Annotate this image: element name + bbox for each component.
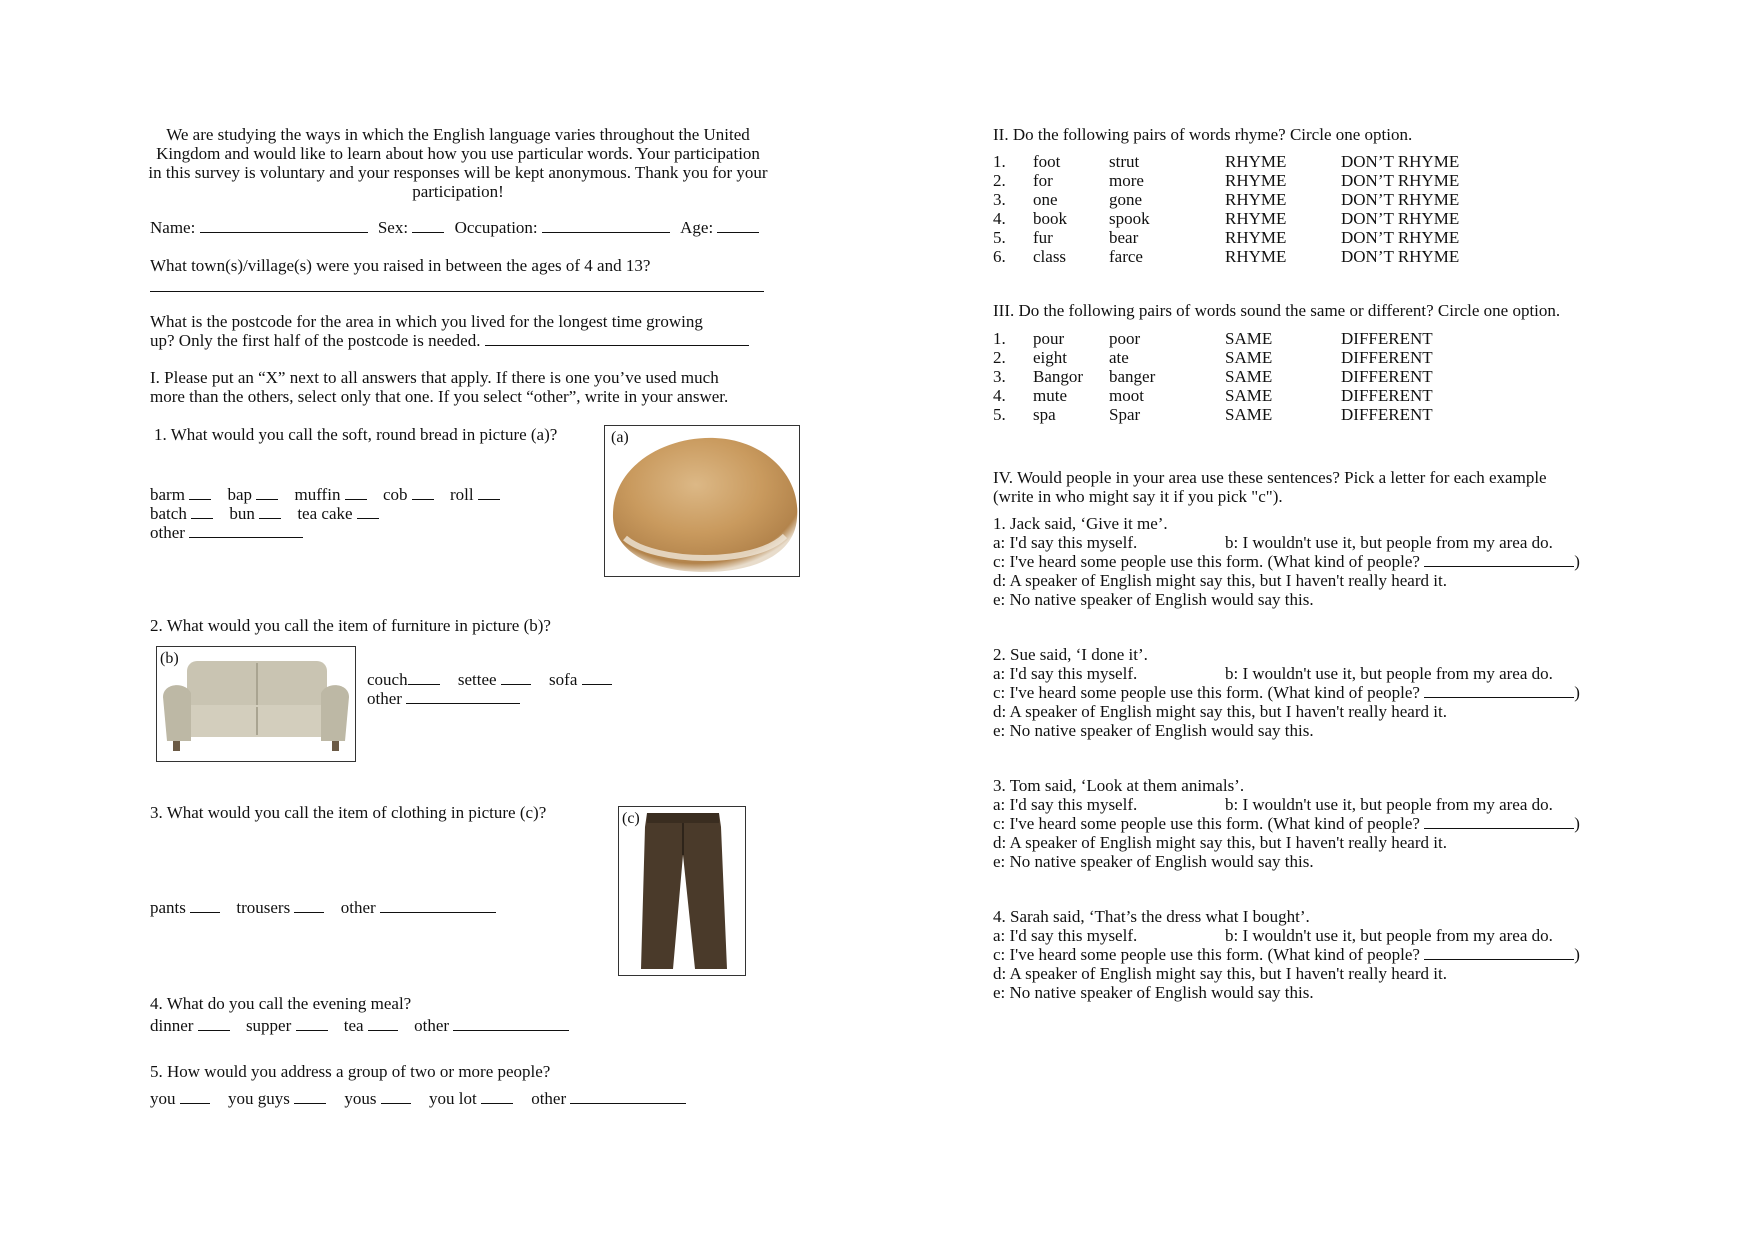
section4-instructions-line2: (write in who might say it if you pick "c"). bbox=[993, 487, 1283, 506]
word-a: Bangor bbox=[1033, 367, 1084, 386]
rhyme-option[interactable]: RHYME bbox=[1225, 171, 1287, 190]
trousers-image bbox=[619, 807, 745, 975]
table-row bbox=[993, 367, 1433, 386]
word-a: pour bbox=[1033, 329, 1065, 348]
q1-options-row2 bbox=[150, 504, 379, 523]
q1-other-field[interactable] bbox=[189, 523, 303, 538]
intro-paragraph: We are studying the ways in which the English language varies throughout the United Kingdom and would like to learn about how you use particular words. Your participation in this survey is voluntary and your responses will be kept anonymous. Thank you for your participation! bbox=[148, 125, 768, 201]
same-option[interactable]: SAME bbox=[1225, 367, 1273, 386]
sofa-image bbox=[157, 647, 355, 761]
muffin-checkbox[interactable] bbox=[345, 485, 367, 500]
choice-b[interactable]: b: I wouldn't use it, but people from my area do. bbox=[1225, 664, 1553, 683]
word-b: strut bbox=[1109, 152, 1140, 171]
you-lot-checkbox[interactable] bbox=[481, 1089, 513, 1104]
option-roll: roll bbox=[450, 485, 474, 504]
option-you-guys: you guys bbox=[228, 1089, 290, 1108]
choice-c-row bbox=[993, 683, 1580, 702]
q3-other-field[interactable] bbox=[380, 898, 496, 913]
row-number: 6. bbox=[993, 247, 1006, 266]
row-number: 3. bbox=[993, 190, 1006, 209]
word-b: poor bbox=[1109, 329, 1141, 348]
option-trousers: trousers bbox=[236, 898, 291, 917]
word-a: fur bbox=[1033, 228, 1053, 247]
choice-c-close: ) bbox=[1574, 945, 1580, 964]
choices-ab bbox=[993, 533, 1580, 552]
sentence-item-3 bbox=[993, 776, 1580, 871]
tea-cake-checkbox[interactable] bbox=[357, 504, 379, 519]
q5-options bbox=[150, 1089, 686, 1108]
choice-c[interactable]: c: I've heard some people use this form. (What kind of people? bbox=[993, 683, 1420, 702]
q1-options-row3 bbox=[150, 523, 303, 542]
barm-checkbox[interactable] bbox=[189, 485, 211, 500]
table-row bbox=[993, 247, 1459, 266]
sentence-prompt: 1. Jack said, ‘Give it me’. bbox=[993, 514, 1168, 533]
name-label: Name: bbox=[150, 218, 196, 237]
choice-c[interactable]: c: I've heard some people use this form. (What kind of people? bbox=[993, 945, 1420, 964]
bread-roll-image bbox=[605, 426, 799, 576]
same-option[interactable]: SAME bbox=[1225, 329, 1273, 348]
choice-c-close: ) bbox=[1574, 814, 1580, 833]
choice-d[interactable]: d: A speaker of English might say this, but I haven't really heard it. bbox=[993, 964, 1447, 983]
dont-rhyme-option[interactable]: DON’T RHYME bbox=[1341, 228, 1460, 247]
row-number: 2. bbox=[993, 171, 1006, 190]
rhyme-option[interactable]: RHYME bbox=[1225, 247, 1287, 266]
choice-c-row bbox=[993, 945, 1580, 964]
town-question: What town(s)/village(s) were you raised in between the ages of 4 and 13? bbox=[150, 256, 651, 275]
sex-label: Sex: bbox=[377, 218, 409, 237]
table-row bbox=[993, 209, 1459, 228]
sentence-item-4 bbox=[993, 907, 1580, 1002]
table-row bbox=[993, 405, 1433, 424]
option-settee: settee bbox=[457, 670, 497, 689]
q5-other-field[interactable] bbox=[570, 1089, 686, 1104]
choice-c-close: ) bbox=[1574, 683, 1580, 702]
choice-e[interactable]: e: No native speaker of English would say this. bbox=[993, 983, 1314, 1002]
dinner-checkbox[interactable] bbox=[198, 1016, 230, 1031]
option-couch: couch bbox=[367, 670, 408, 689]
sofa-picture bbox=[156, 646, 356, 762]
choice-b[interactable]: b: I wouldn't use it, but people from my area do. bbox=[1225, 926, 1553, 945]
sentence-prompt: 2. Sue said, ‘I done it’. bbox=[993, 645, 1148, 664]
choice-a[interactable]: a: I'd say this myself. bbox=[993, 664, 1138, 683]
choice-a[interactable]: a: I'd say this myself. bbox=[993, 533, 1138, 552]
section3-title: III. Do the following pairs of words sound the same or different? Circle one option. bbox=[993, 301, 1561, 320]
option-tea-cake: tea cake bbox=[297, 504, 353, 523]
choice-e[interactable]: e: No native speaker of English would say this. bbox=[993, 852, 1314, 871]
dont-rhyme-option[interactable]: DON’T RHYME bbox=[1341, 247, 1460, 266]
section1-instructions-line1: I. Please put an “X” next to all answers that apply. If there is one you’ve used much bbox=[150, 368, 719, 387]
q3-question: 3. What would you call the item of clothing in picture (c)? bbox=[150, 803, 547, 822]
postcode-question-line2 bbox=[150, 331, 749, 350]
option-dinner: dinner bbox=[150, 1016, 194, 1035]
picture-b-label: (b) bbox=[160, 650, 179, 667]
picture-a-label: (a) bbox=[611, 429, 629, 446]
cob-checkbox[interactable] bbox=[412, 485, 434, 500]
bun-checkbox[interactable] bbox=[259, 504, 281, 519]
occupation-field[interactable] bbox=[542, 218, 670, 233]
rhyme-option[interactable]: RHYME bbox=[1225, 152, 1287, 171]
option-you-lot: you lot bbox=[429, 1089, 477, 1108]
occupation-label: Occupation: bbox=[454, 218, 538, 237]
option-sofa: sofa bbox=[549, 670, 578, 689]
couch-checkbox[interactable] bbox=[408, 670, 440, 685]
section4-instructions-line1: IV. Would people in your area use these sentences? Pick a letter for each example bbox=[993, 468, 1547, 487]
people-field[interactable] bbox=[1424, 552, 1574, 567]
q5-question: 5. How would you address a group of two or more people? bbox=[150, 1062, 551, 1081]
sentence-item-1 bbox=[993, 514, 1580, 609]
q4-options bbox=[150, 1016, 569, 1035]
choice-d[interactable]: d: A speaker of English might say this, but I haven't really heard it. bbox=[993, 702, 1447, 721]
rhyme-option[interactable]: RHYME bbox=[1225, 209, 1287, 228]
batch-checkbox[interactable] bbox=[191, 504, 213, 519]
dont-rhyme-option[interactable]: DON’T RHYME bbox=[1341, 190, 1460, 209]
personal-details-row bbox=[150, 218, 759, 237]
row-number: 2. bbox=[993, 348, 1006, 367]
choice-a[interactable]: a: I'd say this myself. bbox=[993, 795, 1138, 814]
trousers-checkbox[interactable] bbox=[294, 898, 324, 913]
sentence-prompt: 4. Sarah said, ‘That’s the dress what I bought’. bbox=[993, 907, 1310, 926]
word-a: for bbox=[1033, 171, 1053, 190]
word-b: gone bbox=[1109, 190, 1143, 209]
different-option[interactable]: DIFFERENT bbox=[1341, 405, 1433, 424]
choice-a[interactable]: a: I'd say this myself. bbox=[993, 926, 1138, 945]
different-option[interactable]: DIFFERENT bbox=[1341, 329, 1433, 348]
choice-b[interactable]: b: I wouldn't use it, but people from my area do. bbox=[1225, 795, 1553, 814]
pants-checkbox[interactable] bbox=[190, 898, 220, 913]
word-b: moot bbox=[1109, 386, 1144, 405]
choice-c-row bbox=[993, 814, 1580, 833]
section1-instructions-line2: more than the others, select only that one. If you select “other”, write in your answer. bbox=[150, 387, 729, 406]
different-option[interactable]: DIFFERENT bbox=[1341, 386, 1433, 405]
you-checkbox[interactable] bbox=[180, 1089, 210, 1104]
same-different-table bbox=[993, 329, 1433, 424]
dont-rhyme-option[interactable]: DON’T RHYME bbox=[1341, 152, 1460, 171]
option-other: other bbox=[340, 898, 376, 917]
q2-other-field[interactable] bbox=[406, 689, 520, 704]
settee-checkbox[interactable] bbox=[501, 670, 531, 685]
choice-c[interactable]: c: I've heard some people use this form. (What kind of people? bbox=[993, 814, 1420, 833]
q2-question: 2. What would you call the item of furniture in picture (b)? bbox=[150, 616, 551, 635]
dont-rhyme-option[interactable]: DON’T RHYME bbox=[1341, 171, 1460, 190]
word-a: foot bbox=[1033, 152, 1061, 171]
row-number: 1. bbox=[993, 329, 1006, 348]
different-option[interactable]: DIFFERENT bbox=[1341, 348, 1433, 367]
option-cob: cob bbox=[382, 485, 408, 504]
row-number: 1. bbox=[993, 152, 1006, 171]
q2-options-row2 bbox=[367, 689, 520, 708]
choice-c[interactable]: c: I've heard some people use this form. (What kind of people? bbox=[993, 552, 1420, 571]
bap-checkbox[interactable] bbox=[256, 485, 278, 500]
rhyme-option[interactable]: RHYME bbox=[1225, 190, 1287, 209]
roll-checkbox[interactable] bbox=[478, 485, 500, 500]
q3-options bbox=[150, 898, 496, 917]
sentence-item-2 bbox=[993, 645, 1580, 740]
q1-question: 1. What would you call the soft, round bread in picture (a)? bbox=[154, 425, 558, 444]
sex-field[interactable] bbox=[412, 218, 444, 233]
option-tea: tea bbox=[343, 1016, 364, 1035]
different-option[interactable]: DIFFERENT bbox=[1341, 367, 1433, 386]
option-other: other bbox=[531, 1089, 567, 1108]
row-number: 4. bbox=[993, 386, 1006, 405]
dont-rhyme-option[interactable]: DON’T RHYME bbox=[1341, 209, 1460, 228]
age-field[interactable] bbox=[717, 218, 759, 233]
word-a: mute bbox=[1033, 386, 1067, 405]
table-row bbox=[993, 228, 1459, 247]
word-a: spa bbox=[1033, 405, 1056, 424]
word-a: class bbox=[1033, 247, 1067, 266]
you-guys-checkbox[interactable] bbox=[294, 1089, 326, 1104]
word-b: more bbox=[1109, 171, 1144, 190]
option-you: you bbox=[150, 1089, 176, 1108]
sofa-checkbox[interactable] bbox=[582, 670, 612, 685]
name-field[interactable] bbox=[200, 218, 368, 233]
table-row bbox=[993, 152, 1459, 171]
choice-c-row bbox=[993, 552, 1580, 571]
table-row bbox=[993, 329, 1433, 348]
option-other: other bbox=[414, 1016, 450, 1035]
option-pants: pants bbox=[150, 898, 186, 917]
choice-c-close: ) bbox=[1574, 552, 1580, 571]
word-b: spook bbox=[1109, 209, 1150, 228]
same-option[interactable]: SAME bbox=[1225, 348, 1273, 367]
word-b: banger bbox=[1109, 367, 1156, 386]
people-field[interactable] bbox=[1424, 814, 1574, 829]
option-yous: yous bbox=[344, 1089, 377, 1108]
word-b: farce bbox=[1109, 247, 1143, 266]
option-bun: bun bbox=[229, 504, 255, 523]
q1-options-row1 bbox=[150, 485, 500, 504]
q2-options-row1 bbox=[367, 670, 612, 689]
same-option[interactable]: SAME bbox=[1225, 405, 1273, 424]
rhyme-option[interactable]: RHYME bbox=[1225, 228, 1287, 247]
same-option[interactable]: SAME bbox=[1225, 386, 1273, 405]
word-a: one bbox=[1033, 190, 1058, 209]
people-field[interactable] bbox=[1424, 945, 1574, 960]
choice-e[interactable]: e: No native speaker of English would say this. bbox=[993, 721, 1314, 740]
choice-d[interactable]: d: A speaker of English might say this, but I haven't really heard it. bbox=[993, 571, 1447, 590]
word-b: Spar bbox=[1109, 405, 1141, 424]
word-a: eight bbox=[1033, 348, 1067, 367]
row-number: 5. bbox=[993, 405, 1006, 424]
age-label: Age: bbox=[680, 218, 714, 237]
picture-c-label: (c) bbox=[622, 810, 640, 827]
sentence-prompt: 3. Tom said, ‘Look at them animals’. bbox=[993, 776, 1245, 795]
word-b: ate bbox=[1109, 348, 1129, 367]
table-row bbox=[993, 348, 1433, 367]
choices-ab bbox=[993, 664, 1580, 683]
rhyme-table bbox=[993, 152, 1459, 266]
trousers-picture bbox=[618, 806, 746, 976]
option-other: other bbox=[367, 689, 402, 708]
town-answer-line[interactable] bbox=[150, 290, 764, 292]
choices-ab bbox=[993, 926, 1580, 945]
postcode-field[interactable] bbox=[485, 331, 749, 346]
row-number: 3. bbox=[993, 367, 1006, 386]
row-number: 4. bbox=[993, 209, 1006, 228]
postcode-question-line1: What is the postcode for the area in which you lived for the longest time growing bbox=[150, 312, 703, 331]
tea-checkbox[interactable] bbox=[368, 1016, 398, 1031]
choice-e[interactable]: e: No native speaker of English would say this. bbox=[993, 590, 1314, 609]
table-row bbox=[993, 386, 1433, 405]
row-number: 5. bbox=[993, 228, 1006, 247]
choice-b[interactable]: b: I wouldn't use it, but people from my area do. bbox=[1225, 533, 1553, 552]
word-b: bear bbox=[1109, 228, 1139, 247]
option-bap: bap bbox=[227, 485, 252, 504]
choice-d[interactable]: d: A speaker of English might say this, but I haven't really heard it. bbox=[993, 833, 1447, 852]
q4-question: 4. What do you call the evening meal? bbox=[150, 994, 412, 1013]
section2-title: II. Do the following pairs of words rhyme? Circle one option. bbox=[993, 125, 1413, 144]
option-barm: barm bbox=[150, 485, 185, 504]
q4-other-field[interactable] bbox=[453, 1016, 569, 1031]
supper-checkbox[interactable] bbox=[296, 1016, 328, 1031]
table-row bbox=[993, 171, 1459, 190]
bread-roll-picture bbox=[604, 425, 800, 577]
option-supper: supper bbox=[245, 1016, 292, 1035]
table-row bbox=[993, 190, 1459, 209]
word-a: book bbox=[1033, 209, 1067, 228]
people-field[interactable] bbox=[1424, 683, 1574, 698]
postcode-question-text: up? Only the first half of the postcode is needed. bbox=[150, 331, 481, 350]
yous-checkbox[interactable] bbox=[381, 1089, 411, 1104]
option-other: other bbox=[150, 523, 185, 542]
option-muffin: muffin bbox=[294, 485, 341, 504]
choices-ab bbox=[993, 795, 1580, 814]
option-batch: batch bbox=[150, 504, 187, 523]
